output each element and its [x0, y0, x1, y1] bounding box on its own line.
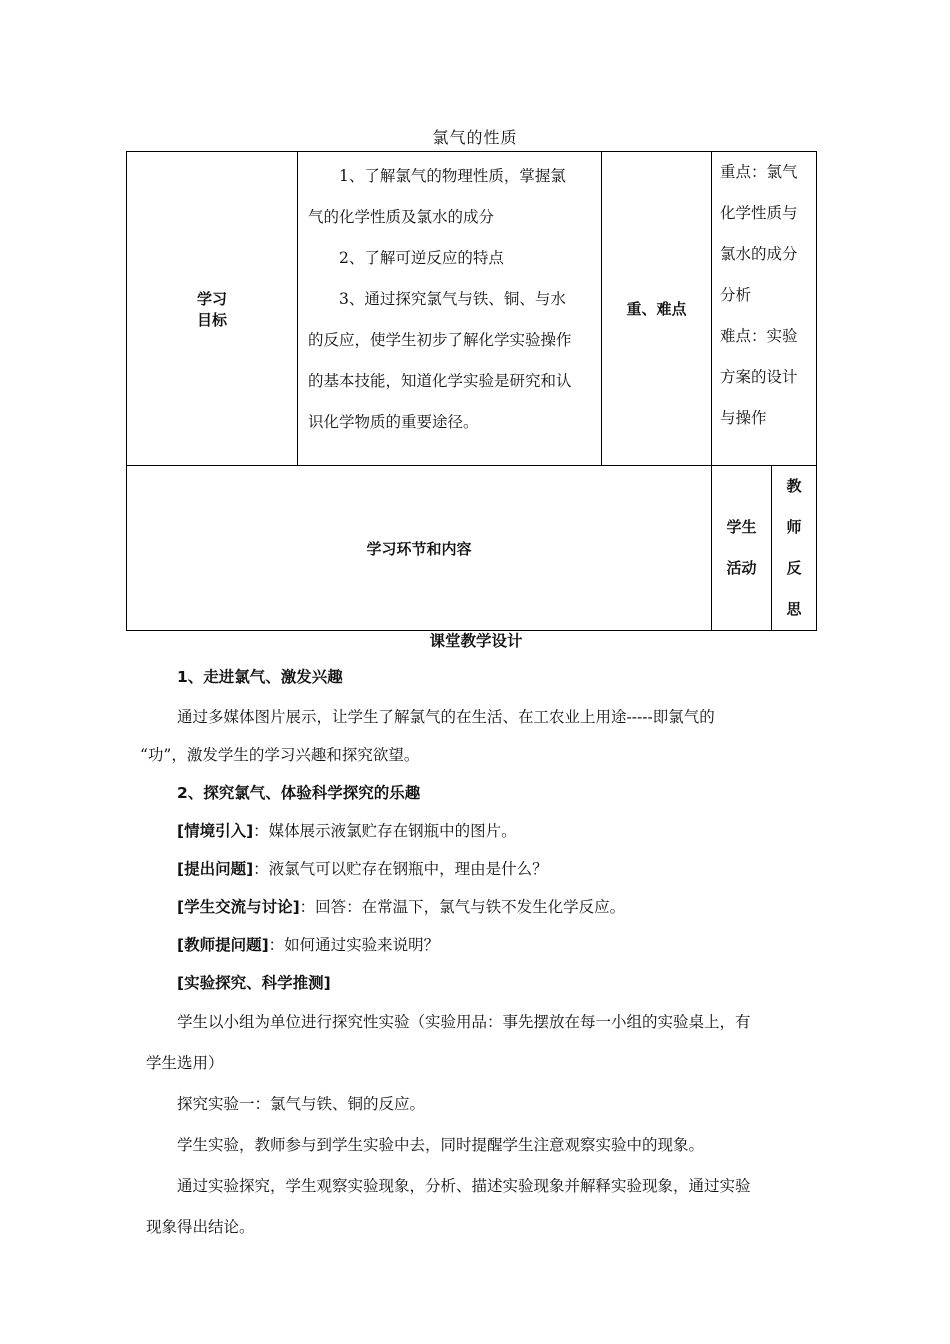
goal-line: 3、通过探究氯气与铁、铜、与水 [339, 290, 566, 308]
goal-line: 气的化学性质及氯水的成分 [308, 208, 495, 226]
key-points-label-cell: 重、难点 [602, 152, 712, 466]
item-label: [学生交流与讨论] [177, 898, 300, 916]
key-line: 与操作 [720, 409, 767, 427]
section-heading: 课堂教学设计 [429, 632, 523, 650]
teacher-reflection-header-cell [772, 466, 817, 631]
item-text: ：如何通过实验来说明？ [268, 936, 440, 954]
paragraph: 通过实验探究，学生观察实验现象，分析、描述实验现象并解释实验现象，通过实验 [177, 1177, 751, 1195]
student-activity-line2: 活动 [726, 559, 757, 577]
key-line: 氯水的成分 [720, 245, 798, 263]
objectives-label-cell [127, 152, 298, 466]
item-discussion [146, 888, 806, 926]
item-teacher-question [146, 926, 806, 964]
objectives-row [127, 152, 817, 466]
goal-line: 的反应，使学生初步了解化学实验操作 [308, 331, 572, 349]
structure-row [127, 466, 817, 631]
paragraph: 学生实验，教师参与到学生实验中去，同时提醒学生注意观察实验中的现象。 [177, 1136, 705, 1154]
paragraph: 现象得出结论。 [146, 1218, 255, 1236]
key-line: 方案的设计 [720, 368, 798, 386]
content-header-cell: 学习环节和内容 [127, 466, 712, 631]
key-line: 难点：实验 [720, 327, 798, 345]
document-title: 氯气的性质 [432, 128, 518, 147]
objectives-label-line2: 目标 [196, 310, 227, 329]
key-line: 重点：氯气 [720, 163, 798, 181]
item-label: [教师提问题] [177, 936, 269, 954]
objectives-label-line1: 学习 [196, 289, 227, 308]
teacher-reflection-char: 教 [786, 477, 802, 495]
paragraph: 学生选用） [146, 1054, 224, 1072]
lesson-body [140, 626, 806, 1248]
student-activity-line1: 学生 [726, 518, 757, 536]
item-text: ：回答：在常温下，氯气与铁不发生化学反应。 [299, 898, 626, 916]
lesson-plan-table [126, 151, 817, 631]
teacher-reflection-char: 反 [786, 559, 802, 577]
goal-line: 的基本技能，知道化学实验是研究和认 [308, 372, 572, 390]
key-points-content-cell [712, 152, 817, 466]
section-1-title: 1、走进氯气、激发兴趣 [177, 668, 343, 686]
student-activity-header-cell [712, 466, 772, 631]
paragraph: 探究实验一：氯气与铁、铜的反应。 [177, 1095, 426, 1113]
paragraph: 学生以小组为单位进行探究性实验（实验用品：事先摆放在每一小组的实验桌上，有 [177, 1013, 751, 1031]
item-situation [146, 812, 806, 850]
item-label: [情境引入] [177, 822, 254, 840]
item-question [146, 850, 806, 888]
goal-line: 2、了解可逆反应的特点 [339, 249, 504, 267]
paragraph: 通过多媒体图片展示，让学生了解氯气的在生活、在工农业上用途-----即氯气的 [177, 708, 715, 726]
teacher-reflection-char: 师 [786, 518, 802, 536]
objectives-content-cell [298, 152, 602, 466]
goal-line: 1、了解氯气的物理性质，掌握氯 [339, 167, 566, 185]
paragraph: “功”，激发学生的学习兴趣和探究欲望。 [140, 746, 420, 764]
goal-line: 识化学物质的重要途径。 [308, 413, 479, 431]
key-line: 分析 [720, 286, 752, 304]
item-text: ：媒体展示液氯贮存在钢瓶中的图片。 [253, 822, 517, 840]
teacher-reflection-char: 思 [786, 600, 802, 618]
item-experiment-label: [实验探究、科学推测] [177, 974, 331, 992]
item-label: [提出问题] [177, 860, 254, 878]
section-2-title: 2、探究氯气、体验科学探究的乐趣 [177, 784, 421, 802]
item-text: ：液氯气可以贮存在钢瓶中，理由是什么？ [253, 860, 548, 878]
key-line: 化学性质与 [720, 204, 798, 222]
